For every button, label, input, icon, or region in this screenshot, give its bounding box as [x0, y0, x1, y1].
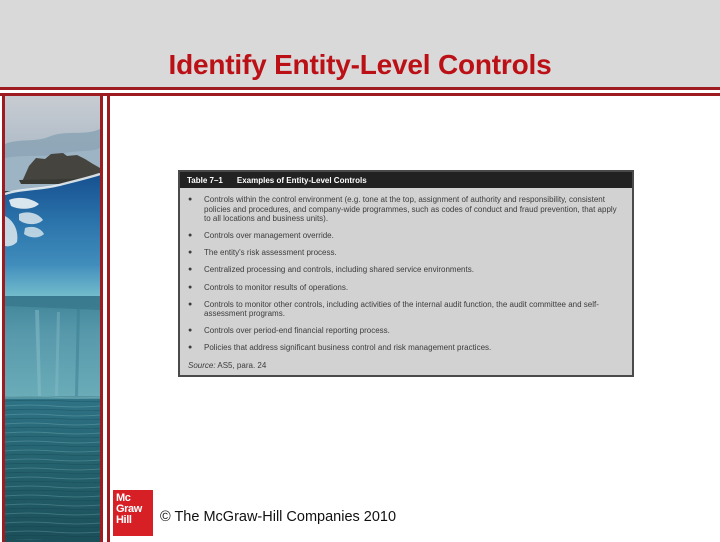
bullet-icon: ●: [188, 283, 193, 291]
logo-line-1: Mc: [116, 492, 131, 504]
iceberg-image-frame: [2, 96, 103, 542]
table-row: [188, 326, 622, 336]
table-row: [188, 195, 622, 224]
source-label: Source:: [188, 360, 216, 370]
table-row: [188, 300, 622, 319]
divider-line-top: [0, 87, 720, 90]
table-row: [188, 283, 622, 293]
bullet-icon: ●: [188, 196, 193, 203]
source-value: AS5, para. 24: [215, 360, 267, 370]
table-header: [180, 172, 632, 188]
bullet-icon: ●: [188, 249, 193, 257]
table-title: Examples of Entity-Level Controls: [236, 176, 367, 185]
bullet-text: Centralized processing and controls, including shared service environments.: [204, 265, 474, 275]
bullet-text: Controls over management override.: [204, 231, 334, 241]
bullet-text: Controls to monitor other controls, including activities of the internal audit function, the audit committee and self-assessment programs.: [204, 299, 599, 319]
bullet-icon: ●: [188, 344, 193, 352]
table-number-label: Table 7–1: [187, 176, 223, 185]
copyright-text: © The McGraw-Hill Companies 2010: [160, 509, 397, 525]
bullet-text: Controls within the control environment (e.g. tone at the top, assignment of authority and responsibility, consistent policies and procedures, and company-wide programmes, such as codes of conduct and fraud prevention, that apply to all locations and business units).: [204, 195, 617, 224]
bullet-icon: ●: [188, 327, 193, 335]
table-row: [188, 248, 622, 258]
bullet-icon: ●: [188, 232, 193, 240]
table-body: [180, 188, 632, 375]
iceberg-image: [5, 96, 100, 540]
table-row: [188, 343, 622, 353]
mcgraw-hill-logo: [113, 490, 153, 536]
table-row: [188, 231, 622, 241]
logo-line-2: Graw: [116, 503, 142, 515]
bullet-icon: ●: [188, 300, 193, 308]
bullet-text: Policies that address significant business control and risk management practices.: [204, 343, 492, 353]
entity-level-controls-table: [178, 170, 634, 377]
slide-content-area: [107, 96, 720, 542]
bullet-text: Controls over period-end financial reporting process.: [204, 326, 390, 336]
slide-title: Identify Entity-Level Controls: [168, 49, 552, 80]
table-source-note: [188, 361, 622, 371]
bullet-text: Controls to monitor results of operations.: [204, 282, 349, 292]
bullet-list: [188, 195, 622, 353]
bullet-text: The entity's risk assessment process.: [204, 248, 337, 258]
table-row: [188, 265, 622, 275]
slide-title-band: [0, 0, 720, 87]
bullet-icon: ●: [188, 266, 193, 274]
logo-line-3: Hill: [116, 514, 132, 526]
